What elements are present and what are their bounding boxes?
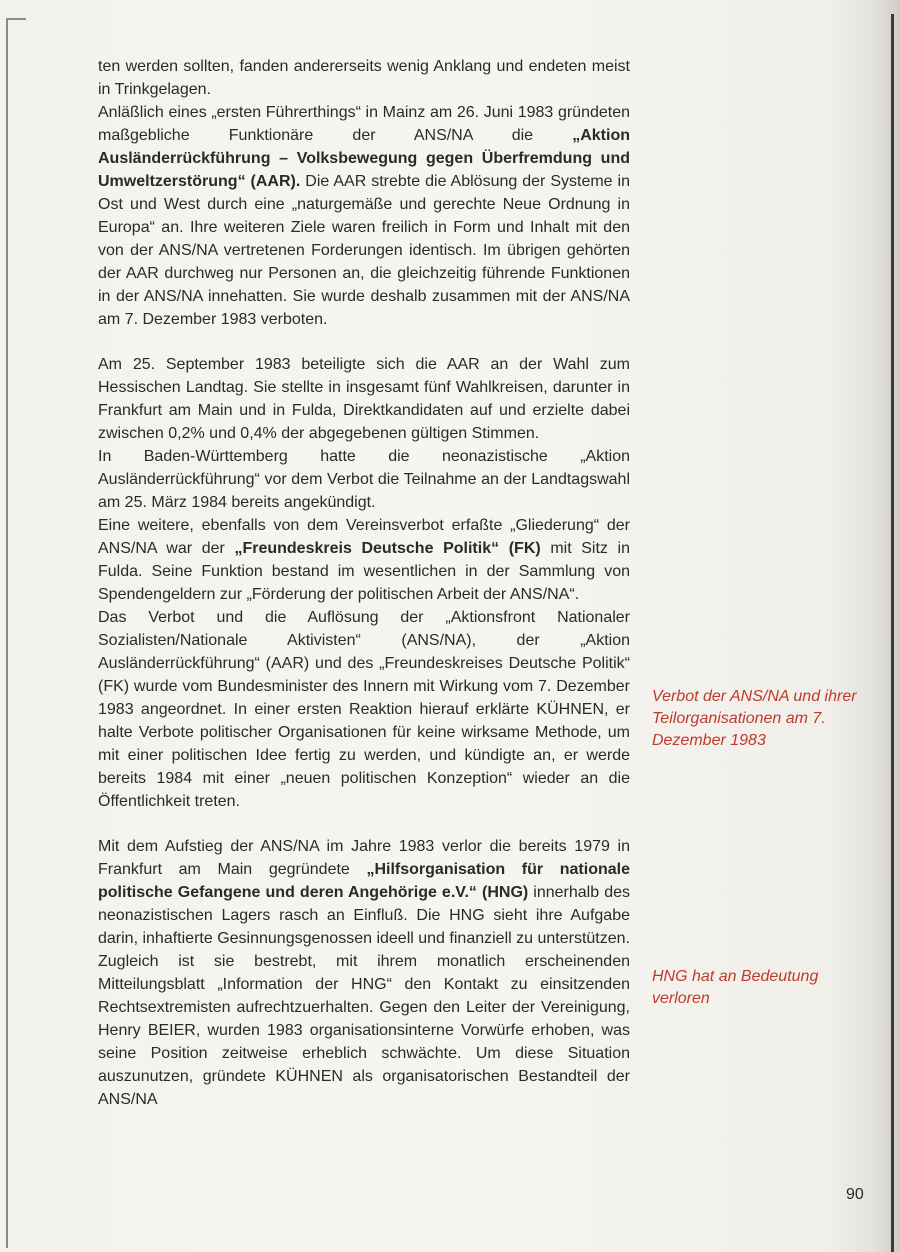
bold-term: „Aktion Ausländerrückführung – Volksbewegung gegen Überfremdung und Umweltzerstörung“ (AAR). [98,127,630,190]
text-run: mit Sitz in Fulda. Seine Funktion bestand im wesentlichen in der Sammlung von Spendengeldern zur „Förderung der politischen Arbeit der ANS/NA“. [98,540,631,603]
main-text-column [98,55,630,1111]
book-spine-shadow [891,14,894,1252]
text-run: Eine weitere, ebenfalls von dem Vereinsverbot erfaßte „Gliederung“ der ANS/NA war der [98,517,630,557]
text-run: Die AAR strebte die Ablösung der Systeme in Ost und West durch eine „naturgemäße und gerechte Neue Ordnung in Europa“ an. Ihre weiteren Ziele waren freilich in Form und Inhalt mit den von der ANS/NA vertretenen Forderungen identisch. Im übrigen gehörten der AAR durchweg nur Personen an, die gleichzeitig führende Funktionen in der ANS/NA innehatten. Sie wurde deshalb zusammen mit der ANS/NA am 7. Dezember 1983 verboten. [98,173,631,328]
bold-term: „Hilfsorganisation für nationale politische Gefangene und deren Angehörige e.V.“ (HNG) [98,861,630,901]
paragraph-p3 [98,353,630,445]
page-edge-top [6,18,26,20]
text-run: innerhalb des neonazistischen Lagers rasch an Einfluß. Die HNG sieht ihre Aufgabe darin, inhaftierte Gesinnungsgenossen ideell und finanziell zu unterstützen. Zugleich ist sie bestrebt, mit ihrem monatlich erscheinenden Mitteilungsblatt „Information der HNG“ den Kontakt zu einsitzenden Rechtsextremisten aufrechtzuerhalten. Gegen den Leiter der Vereinigung, Henry BEIER, wurden 1983 organisationsinterne Vorwürfe erhoben, was seine Position zeitweise erheblich schwächte. Um diese Situation auszunutzen, gründete KÜHNEN als organisatorischen Bestandteil der ANS/NA [98,884,630,1108]
text-run: ten werden sollten, fanden andererseits wenig Anklang und endeten meist in Trinkgelagen. [98,58,630,98]
paragraph-p5 [98,514,630,606]
text-run: Das Verbot und die Auflösung der „Aktionsfront Nationaler Sozialisten/Nationale Aktivisten“ (ANS/NA), der „Aktion Ausländerrückführung“ (AAR) und des „Freundeskreises Deutsche Politik“ (FK) wurde vom Bundesminister des Innern mit Wirkung vom 7. Dezember 1983 angeordnet. In einer ersten Reaktion hierauf erklärte KÜHNEN, er halte Verbote politischer Organisationen für keine wirksame Methode, um mit einer politischen Idee fertig zu werden, und kündigte an, er werde bereits 1984 mit einer „neuen politischen Konzeption“ wieder an die Öffentlichkeit treten. [98,609,630,810]
page-number: 90 [846,1186,864,1203]
margin-note-hng: HNG hat an Bedeutung verloren [652,968,819,1007]
paragraph-p7 [98,835,630,1111]
paragraph-p4 [98,445,630,514]
text-run: Am 25. September 1983 beteiligte sich die AAR an der Wahl zum Hessischen Landtag. Sie stellte in insgesamt fünf Wahlkreisen, darunter in Frankfurt am Main und in Fulda, Direktkandidaten auf und erzielte dabei zwischen 0,2% und 0,4% der abgegebenen gültigen Stimmen. [98,356,630,442]
text-run: Mit dem Aufstieg der ANS/NA im Jahre 1983 verlor die bereits 1979 in Frankfurt am Main gegründete [98,838,630,878]
page-edge-left [6,18,8,1248]
paragraph-p1 [98,55,630,101]
text-run: In Baden-Württemberg hatte die neonazistische „Aktion Ausländerrückführung“ vor dem Verbot die Teilnahme an der Landtagswahl am 25. März 1984 bereits angekündigt. [98,448,630,511]
paragraph-p6 [98,606,630,813]
text-run: Anläßlich eines „ersten Führerthings“ in Mainz am 26. Juni 1983 gründeten maßgebliche Funktionäre der ANS/NA die [98,104,630,144]
bold-term: „Freundeskreis Deutsche Politik“ (FK) [234,540,541,557]
paragraph-p2 [98,101,630,331]
margin-note-ban: Verbot der ANS/NA und ihrer Teilorganisationen am 7. Dezember 1983 [652,688,857,749]
